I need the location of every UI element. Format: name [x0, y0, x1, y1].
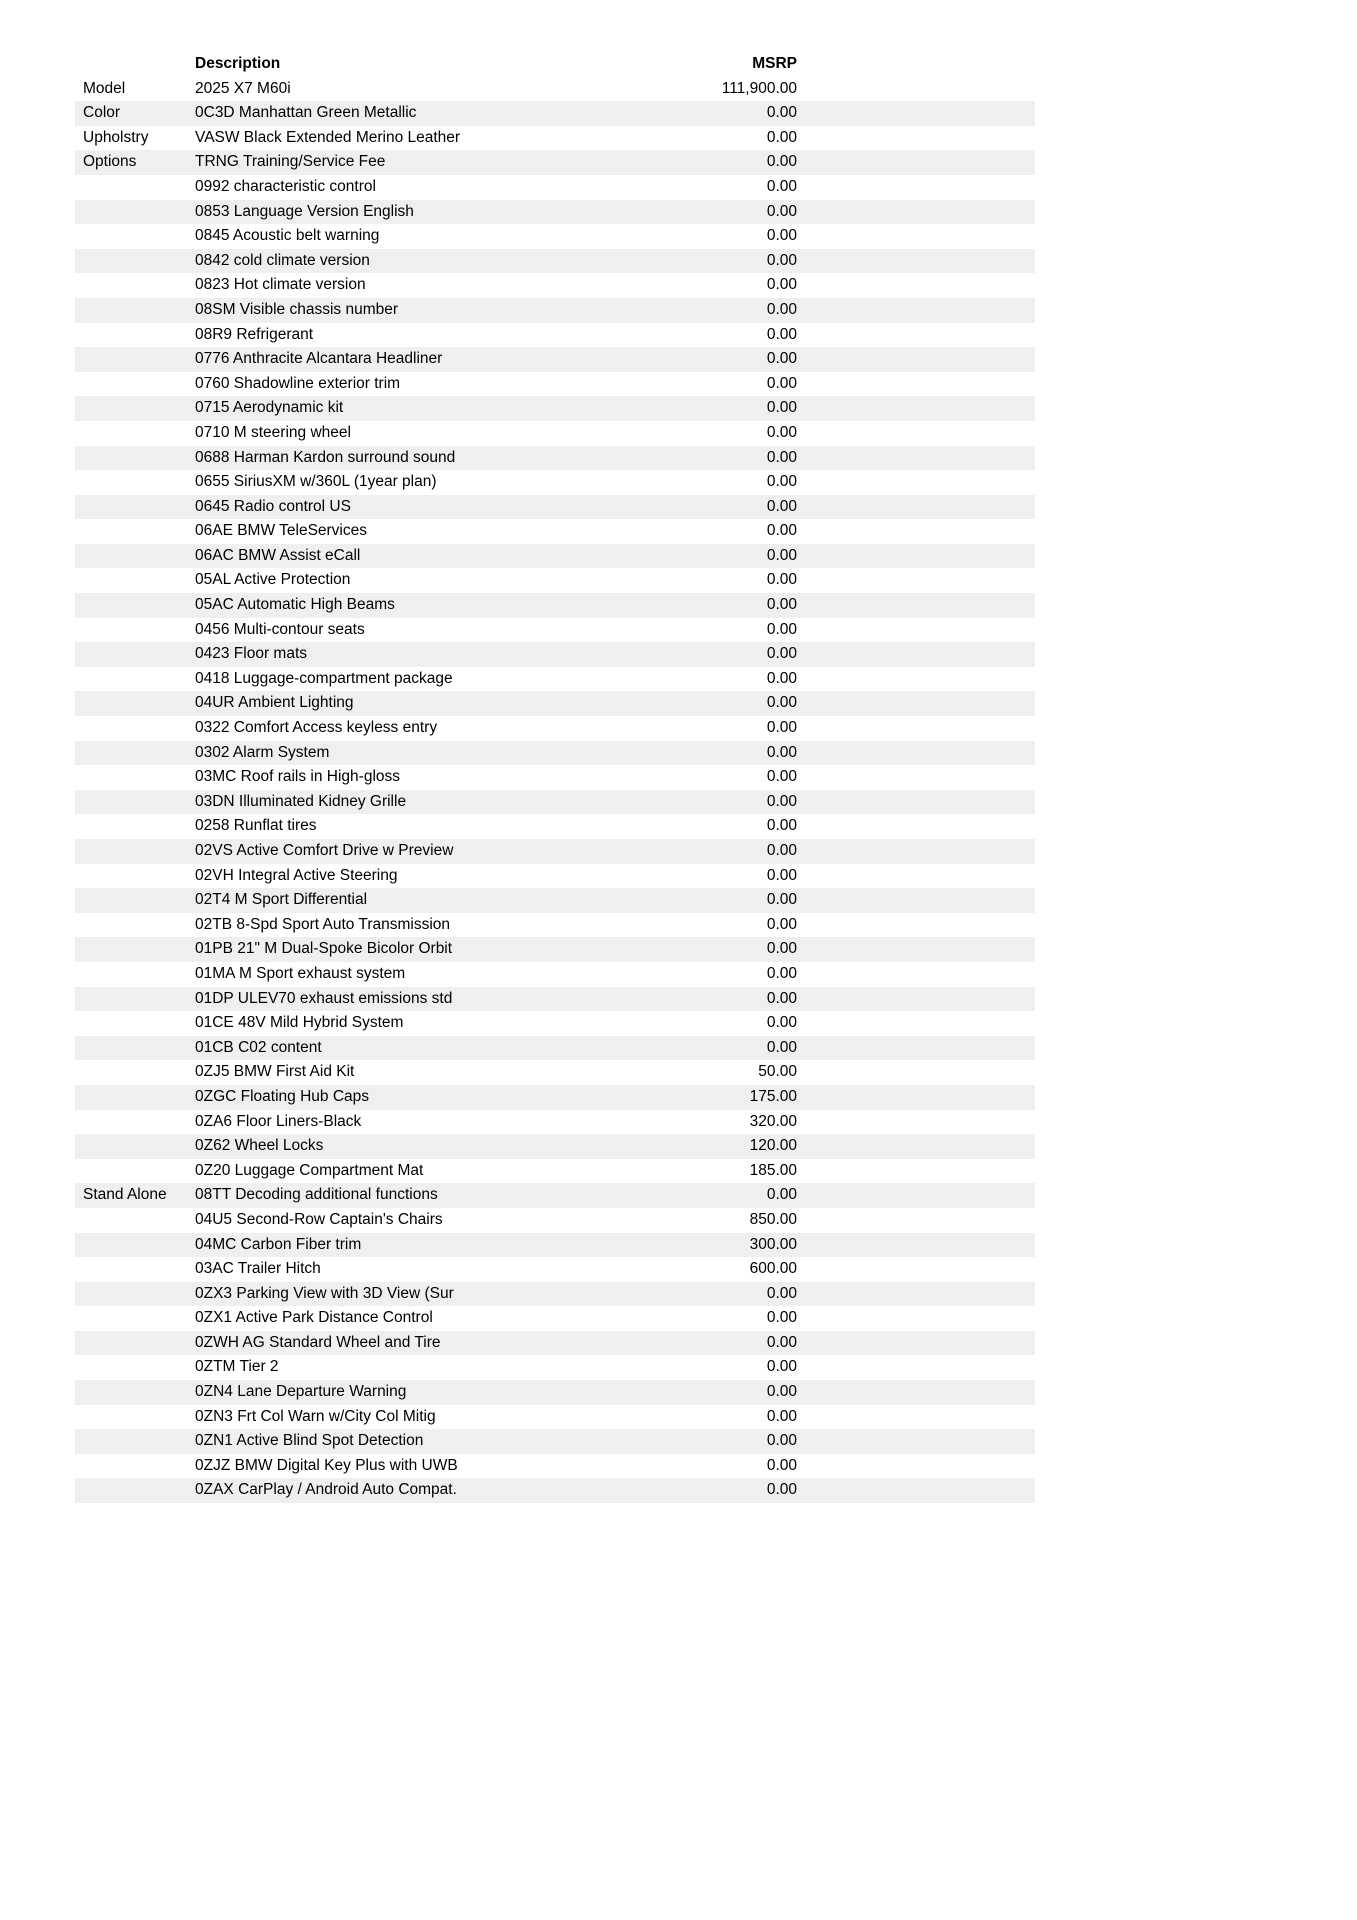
table-row — [75, 175, 1035, 200]
row-category-label — [75, 1306, 195, 1331]
row-category-label — [75, 642, 195, 667]
row-description: 06AE BMW TeleServices — [195, 522, 367, 540]
table-row — [75, 224, 1035, 249]
row-description: 0ZX1 Active Park Distance Control — [195, 1309, 433, 1327]
row-description: 08TT Decoding additional functions — [195, 1186, 438, 1204]
row-description: 01PB 21" M Dual-Spoke Bicolor Orbit — [195, 940, 453, 958]
row-description: 0ZWH AG Standard Wheel and Tire — [195, 1333, 441, 1351]
table-row — [75, 1060, 1035, 1085]
table-row — [75, 544, 1035, 569]
row-category-label — [75, 987, 195, 1012]
row-msrp-value: 0.00 — [766, 546, 797, 564]
row-msrp-value: 0.00 — [766, 1333, 797, 1351]
row-description: 0645 Radio control US — [195, 497, 351, 515]
row-category-label — [75, 446, 195, 471]
row-category-label — [75, 568, 195, 593]
row-msrp-value: 0.00 — [766, 153, 797, 171]
row-filler — [797, 1183, 1035, 1208]
row-msrp-value: 0.00 — [766, 645, 797, 663]
row-msrp-value: 0.00 — [766, 866, 797, 884]
row-category-label — [75, 1282, 195, 1307]
row-filler — [797, 1331, 1035, 1356]
row-filler — [797, 544, 1035, 569]
row-msrp-value: 0.00 — [766, 448, 797, 466]
row-description: 0715 Aerodynamic kit — [195, 399, 344, 417]
row-msrp-value: 0.00 — [766, 473, 797, 491]
row-category-label — [75, 937, 195, 962]
row-msrp-value: 0.00 — [766, 423, 797, 441]
row-msrp-value: 0.00 — [766, 300, 797, 318]
row-category-label — [75, 1110, 195, 1135]
row-filler — [797, 987, 1035, 1012]
row-description: 0ZX3 Parking View with 3D View (Sur — [195, 1284, 454, 1302]
row-filler — [797, 347, 1035, 372]
row-filler — [797, 1011, 1035, 1036]
row-description: 03DN Illuminated Kidney Grille — [195, 792, 407, 810]
row-description: 0302 Alarm System — [195, 743, 330, 761]
row-category-label — [75, 667, 195, 692]
row-category-label — [75, 249, 195, 274]
row-filler — [797, 1429, 1035, 1454]
row-msrp-value: 0.00 — [766, 1284, 797, 1302]
table-row — [75, 519, 1035, 544]
row-description: 0655 SiriusXM w/360L (1year plan) — [195, 473, 437, 491]
row-category-label — [75, 790, 195, 815]
table-row — [75, 1331, 1035, 1356]
row-description: 02VS Active Comfort Drive w Preview — [195, 842, 454, 859]
row-filler — [797, 1110, 1035, 1135]
row-category-label — [75, 691, 195, 716]
row-description: 2025 X7 M60i — [195, 79, 291, 97]
row-msrp-value: 850.00 — [749, 1210, 797, 1228]
row-msrp-value: 0.00 — [766, 177, 797, 195]
row-category-label — [75, 470, 195, 495]
row-category-label — [75, 1331, 195, 1356]
table-row — [75, 495, 1035, 520]
row-msrp-value: 0.00 — [766, 1358, 797, 1376]
row-msrp-value: 0.00 — [766, 768, 797, 786]
row-description: 0ZN3 Frt Col Warn w/City Col Mitig — [195, 1407, 436, 1425]
row-filler — [797, 77, 1035, 102]
row-description: 0688 Harman Kardon surround sound — [195, 448, 456, 466]
row-msrp-value: 0.00 — [766, 596, 797, 614]
vehicle-options-sheet — [75, 52, 1035, 1503]
row-msrp-value: 0.00 — [766, 374, 797, 392]
row-category-label — [75, 1011, 195, 1036]
table-row — [75, 716, 1035, 741]
row-category-label — [75, 519, 195, 544]
table-row — [75, 150, 1035, 175]
row-category-label — [75, 618, 195, 643]
row-msrp-value: 0.00 — [766, 817, 797, 835]
row-description: 08SM Visible chassis number — [195, 300, 399, 318]
row-msrp-value: 0.00 — [766, 276, 797, 294]
row-description: 05AC Automatic High Beams — [195, 596, 395, 614]
row-description: 0Z62 Wheel Locks — [195, 1137, 324, 1155]
table-row — [75, 667, 1035, 692]
table-header-row — [75, 52, 1035, 77]
row-category-label: Stand Alone — [83, 1186, 167, 1204]
row-description: 0258 Runflat tires — [195, 817, 317, 835]
row-msrp-value: 0.00 — [766, 227, 797, 245]
row-filler — [797, 1306, 1035, 1331]
row-filler — [797, 372, 1035, 397]
row-description: 04UR Ambient Lighting — [195, 694, 354, 712]
row-category-label — [75, 495, 195, 520]
table-row — [75, 1282, 1035, 1307]
row-msrp-value: 0.00 — [766, 669, 797, 687]
row-description: 0423 Floor mats — [195, 645, 307, 663]
row-msrp-value: 0.00 — [766, 128, 797, 146]
row-filler — [797, 1454, 1035, 1479]
row-category-label — [75, 1454, 195, 1479]
row-category-label — [75, 1085, 195, 1110]
table-row — [75, 372, 1035, 397]
row-category-label — [75, 962, 195, 987]
row-msrp-value: 0.00 — [766, 743, 797, 761]
row-category-label — [75, 1478, 195, 1503]
row-category-label — [75, 1380, 195, 1405]
row-filler — [797, 568, 1035, 593]
row-filler — [797, 298, 1035, 323]
row-msrp-value: 0.00 — [766, 1186, 797, 1204]
table-row — [75, 1183, 1035, 1208]
row-category-label — [75, 1134, 195, 1159]
row-category-label — [75, 323, 195, 348]
table-row — [75, 691, 1035, 716]
row-category-label — [75, 593, 195, 618]
row-category-label — [75, 372, 195, 397]
table-row — [75, 446, 1035, 471]
row-msrp-value: 50.00 — [758, 1063, 797, 1081]
row-category-label — [75, 1355, 195, 1380]
row-filler — [797, 814, 1035, 839]
row-description: 05AL Active Protection — [195, 571, 351, 589]
row-category-label — [75, 864, 195, 889]
row-filler — [797, 1282, 1035, 1307]
row-description: 0710 M steering wheel — [195, 423, 351, 441]
row-category-label — [75, 1208, 195, 1233]
row-category-label — [75, 716, 195, 741]
options-table — [75, 52, 1035, 1503]
table-row — [75, 1011, 1035, 1036]
row-msrp-value: 111,900.00 — [721, 79, 797, 97]
row-filler — [797, 716, 1035, 741]
table-row — [75, 962, 1035, 987]
row-msrp-value: 0.00 — [766, 325, 797, 343]
table-row — [75, 1380, 1035, 1405]
row-msrp-value: 0.00 — [766, 1456, 797, 1474]
table-row — [75, 347, 1035, 372]
row-category-label — [75, 175, 195, 200]
row-filler — [797, 249, 1035, 274]
table-row — [75, 987, 1035, 1012]
row-description: 0853 Language Version English — [195, 202, 414, 220]
table-row — [75, 864, 1035, 889]
row-description: 0ZJZ BMW Digital Key Plus with UWB — [195, 1456, 458, 1474]
row-category-label — [75, 544, 195, 569]
table-row — [75, 642, 1035, 667]
row-filler — [797, 839, 1035, 864]
table-row — [75, 1257, 1035, 1282]
row-filler — [797, 323, 1035, 348]
table-row — [75, 593, 1035, 618]
row-category-label — [75, 814, 195, 839]
row-category-label — [75, 347, 195, 372]
table-row — [75, 790, 1035, 815]
row-description: 04U5 Second-Row Captain's Chairs — [195, 1210, 443, 1228]
row-description: 0ZN4 Lane Departure Warning — [195, 1383, 407, 1401]
table-row — [75, 1306, 1035, 1331]
row-filler — [797, 273, 1035, 298]
row-filler — [797, 765, 1035, 790]
row-description: 0418 Luggage-compartment package — [195, 669, 453, 687]
row-filler — [797, 495, 1035, 520]
table-row — [75, 200, 1035, 225]
row-filler — [797, 224, 1035, 249]
row-category-label — [75, 1233, 195, 1258]
row-msrp-value: 0.00 — [766, 792, 797, 810]
row-filler — [797, 446, 1035, 471]
row-msrp-value: 0.00 — [766, 202, 797, 220]
row-filler — [797, 421, 1035, 446]
row-category-label — [75, 1257, 195, 1282]
row-filler — [797, 1060, 1035, 1085]
table-row — [75, 814, 1035, 839]
row-description: TRNG Training/Service Fee — [195, 153, 386, 171]
row-description: 0823 Hot climate version — [195, 276, 366, 294]
row-description: 03MC Roof rails in High-gloss — [195, 768, 401, 786]
header-category-spacer — [75, 52, 195, 77]
row-description: 08R9 Refrigerant — [195, 325, 314, 343]
header-description: Description — [195, 55, 281, 72]
row-msrp-value: 0.00 — [766, 1481, 797, 1499]
row-msrp-value: 0.00 — [766, 1309, 797, 1327]
row-filler — [797, 888, 1035, 913]
row-description: 02TB 8-Spd Sport Auto Transmission — [195, 915, 451, 933]
row-msrp-value: 300.00 — [749, 1235, 797, 1253]
row-filler — [797, 200, 1035, 225]
row-msrp-value: 0.00 — [766, 964, 797, 982]
row-filler — [797, 1233, 1035, 1258]
row-category-label — [75, 913, 195, 938]
row-description: 02VH Integral Active Steering — [195, 866, 398, 884]
row-category-label — [75, 1429, 195, 1454]
row-description: 0760 Shadowline exterior trim — [195, 374, 401, 392]
row-description: 04MC Carbon Fiber trim — [195, 1235, 362, 1253]
row-filler — [797, 101, 1035, 126]
row-category-label: Model — [83, 79, 126, 97]
table-row — [75, 126, 1035, 151]
row-category-label — [75, 839, 195, 864]
row-msrp-value: 0.00 — [766, 399, 797, 417]
row-msrp-value: 0.00 — [766, 989, 797, 1007]
row-filler — [797, 519, 1035, 544]
row-filler — [797, 396, 1035, 421]
row-category-label — [75, 741, 195, 766]
row-description: 0322 Comfort Access keyless entry — [195, 719, 438, 737]
row-category-label — [75, 421, 195, 446]
row-category-label — [75, 1405, 195, 1430]
row-category-label — [75, 298, 195, 323]
row-msrp-value: 0.00 — [766, 1407, 797, 1425]
table-row — [75, 421, 1035, 446]
row-msrp-value: 0.00 — [766, 1383, 797, 1401]
row-msrp-value: 320.00 — [749, 1112, 797, 1130]
row-filler — [797, 741, 1035, 766]
row-filler — [797, 150, 1035, 175]
row-description: 0842 cold climate version — [195, 251, 370, 269]
row-msrp-value: 0.00 — [766, 694, 797, 712]
header-filler — [797, 52, 1035, 77]
table-row — [75, 741, 1035, 766]
table-row — [75, 618, 1035, 643]
table-row — [75, 77, 1035, 102]
row-msrp-value: 0.00 — [766, 251, 797, 269]
row-category-label — [75, 200, 195, 225]
row-description: 01CE 48V Mild Hybrid System — [195, 1014, 404, 1032]
row-msrp-value: 0.00 — [766, 522, 797, 540]
row-filler — [797, 1134, 1035, 1159]
row-msrp-value: 175.00 — [749, 1087, 797, 1105]
row-filler — [797, 126, 1035, 151]
row-category-label — [75, 273, 195, 298]
row-description: 0ZAX CarPlay / Android Auto Compat. — [195, 1481, 457, 1499]
row-description: 01MA M Sport exhaust system — [195, 964, 406, 982]
row-filler — [797, 1085, 1035, 1110]
table-row — [75, 1134, 1035, 1159]
row-description: VASW Black Extended Merino Leather — [195, 128, 461, 146]
row-description: 0C3D Manhattan Green Metallic — [195, 104, 417, 122]
row-filler — [797, 618, 1035, 643]
row-description: 06AC BMW Assist eCall — [195, 546, 361, 564]
row-msrp-value: 0.00 — [766, 1432, 797, 1450]
row-filler — [797, 1208, 1035, 1233]
table-row — [75, 249, 1035, 274]
row-filler — [797, 1405, 1035, 1430]
row-filler — [797, 937, 1035, 962]
row-msrp-value: 0.00 — [766, 940, 797, 958]
row-msrp-value: 0.00 — [766, 104, 797, 122]
row-description: 0ZTM Tier 2 — [195, 1358, 279, 1376]
row-filler — [797, 642, 1035, 667]
table-row — [75, 298, 1035, 323]
row-filler — [797, 913, 1035, 938]
table-row — [75, 937, 1035, 962]
table-row — [75, 1208, 1035, 1233]
row-filler — [797, 470, 1035, 495]
row-description: 01DP ULEV70 exhaust emissions std — [195, 989, 453, 1007]
row-description: 0ZA6 Floor Liners-Black — [195, 1112, 362, 1130]
row-msrp-value: 185.00 — [749, 1161, 797, 1179]
row-category-label: Upholstry — [83, 128, 149, 146]
table-row — [75, 273, 1035, 298]
row-category-label — [75, 396, 195, 421]
row-msrp-value: 0.00 — [766, 842, 797, 859]
row-filler — [797, 790, 1035, 815]
row-filler — [797, 691, 1035, 716]
table-row — [75, 1405, 1035, 1430]
row-msrp-value: 0.00 — [766, 1038, 797, 1056]
row-description: 0ZGC Floating Hub Caps — [195, 1087, 370, 1105]
row-description: 03AC Trailer Hitch — [195, 1260, 321, 1278]
table-row — [75, 1478, 1035, 1503]
table-row — [75, 1159, 1035, 1184]
row-description: 0Z20 Luggage Compartment Mat — [195, 1161, 424, 1179]
row-category-label — [75, 1060, 195, 1085]
table-row — [75, 913, 1035, 938]
row-category-label: Color — [83, 104, 121, 122]
row-msrp-value: 0.00 — [766, 915, 797, 933]
row-filler — [797, 1478, 1035, 1503]
table-row — [75, 888, 1035, 913]
row-msrp-value: 0.00 — [766, 891, 797, 909]
row-filler — [797, 1380, 1035, 1405]
row-filler — [797, 864, 1035, 889]
row-msrp-value: 600.00 — [749, 1260, 797, 1278]
row-msrp-value: 0.00 — [766, 620, 797, 638]
table-row — [75, 396, 1035, 421]
row-category-label — [75, 765, 195, 790]
table-row — [75, 1110, 1035, 1135]
table-row — [75, 470, 1035, 495]
row-filler — [797, 962, 1035, 987]
table-row — [75, 1233, 1035, 1258]
row-description: 0992 characteristic control — [195, 177, 376, 195]
row-description: 0ZN1 Active Blind Spot Detection — [195, 1432, 424, 1450]
row-filler — [797, 1257, 1035, 1282]
table-row — [75, 1036, 1035, 1061]
row-filler — [797, 593, 1035, 618]
table-row — [75, 568, 1035, 593]
row-msrp-value: 0.00 — [766, 571, 797, 589]
row-description: 0776 Anthracite Alcantara Headliner — [195, 350, 443, 368]
row-msrp-value: 0.00 — [766, 719, 797, 737]
row-category-label — [75, 888, 195, 913]
row-filler — [797, 1036, 1035, 1061]
row-description: 01CB C02 content — [195, 1038, 322, 1056]
row-description: 0456 Multi-contour seats — [195, 620, 365, 638]
table-row — [75, 101, 1035, 126]
table-row — [75, 1085, 1035, 1110]
row-category-label: Options — [83, 153, 137, 171]
header-msrp: MSRP — [752, 55, 797, 72]
row-msrp-value: 0.00 — [766, 1014, 797, 1032]
table-row — [75, 1429, 1035, 1454]
row-category-label — [75, 224, 195, 249]
row-description: 0ZJ5 BMW First Aid Kit — [195, 1063, 355, 1081]
row-msrp-value: 0.00 — [766, 350, 797, 368]
row-msrp-value: 120.00 — [749, 1137, 797, 1155]
table-row — [75, 323, 1035, 348]
row-filler — [797, 1355, 1035, 1380]
row-description: 0845 Acoustic belt warning — [195, 227, 380, 245]
row-description: 02T4 M Sport Differential — [195, 891, 368, 909]
row-msrp-value: 0.00 — [766, 497, 797, 515]
row-filler — [797, 667, 1035, 692]
table-row — [75, 1355, 1035, 1380]
row-category-label — [75, 1036, 195, 1061]
table-row — [75, 839, 1035, 864]
table-row — [75, 1454, 1035, 1479]
row-filler — [797, 1159, 1035, 1184]
table-row — [75, 765, 1035, 790]
row-category-label — [75, 1159, 195, 1184]
row-filler — [797, 175, 1035, 200]
